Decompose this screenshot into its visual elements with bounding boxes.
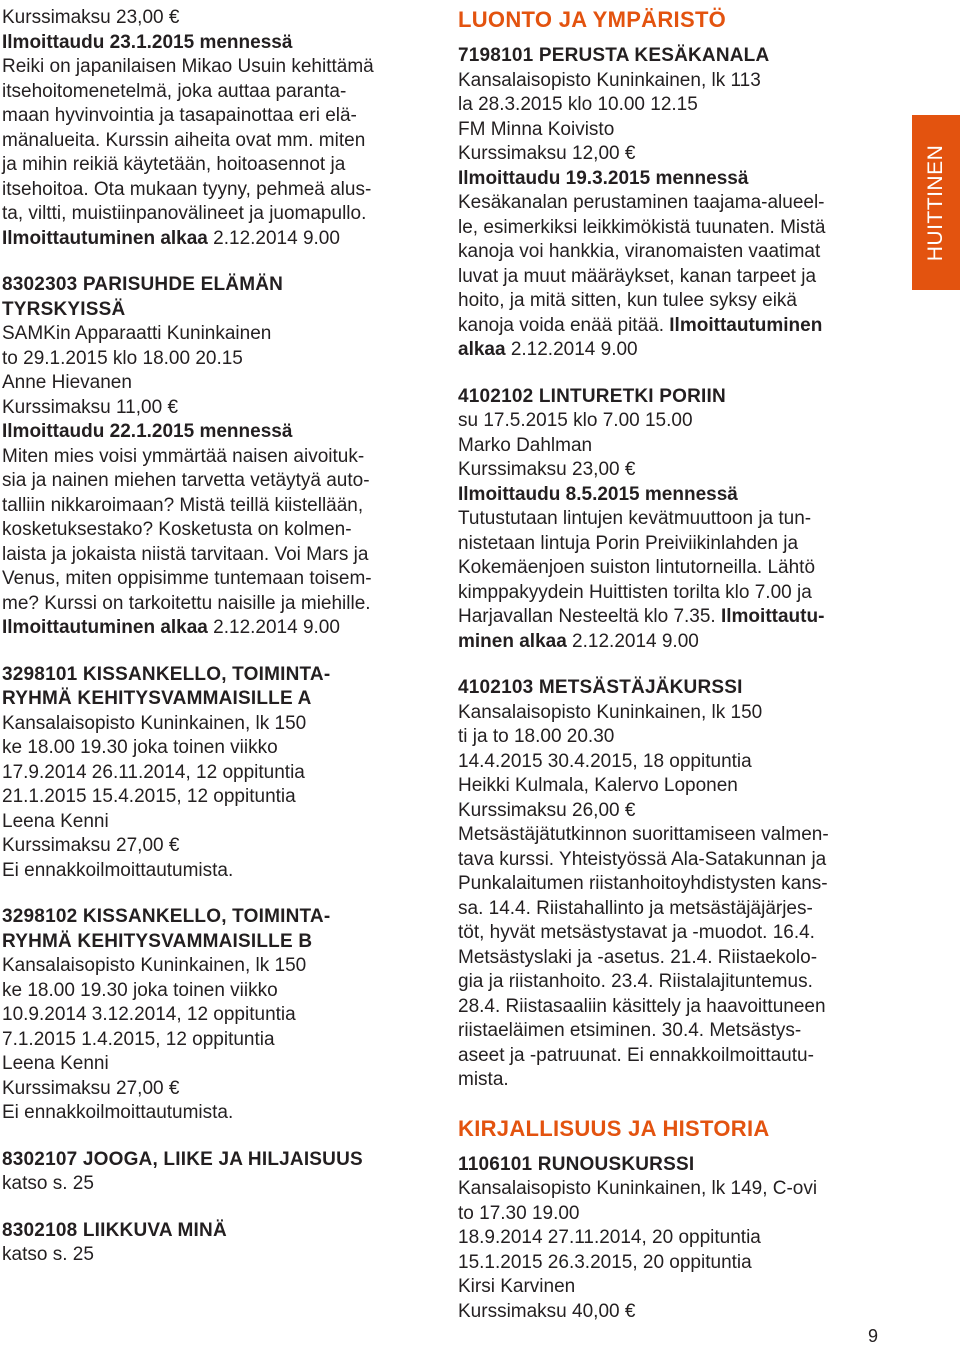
desc-line: luvat ja muut määräykset, kanan tarpeet ja — [458, 265, 817, 287]
desc-line: mista. — [458, 1069, 509, 1090]
desc-line: Tutustutaan lintujen kevätmuuttoon ja tun- — [458, 508, 812, 529]
course-line: Kurssimaksu 40,00 € — [458, 1300, 636, 1322]
desc-line: gia ja riistanhoito. 23.4. Riistalajituntemus. — [458, 971, 813, 992]
course-kissankello-b — [2, 905, 432, 1126]
desc-line: aseet ja -patruunat. Ei ennakkoilmoittautu- — [458, 1044, 814, 1066]
signup-label: Ilmoittautuminen alkaa — [2, 227, 208, 249]
desc-line: sia ja nainen miehen tarvetta vetäytyä auto- — [2, 470, 370, 491]
desc-line: kosketuksestako? Kosketusta on kolmen- — [2, 519, 352, 540]
course-line: Heikki Kulmala, Kalervo Loponen — [458, 775, 738, 796]
course-title: 3298101 KISSANKELLO, TOIMINTA- — [2, 663, 331, 685]
desc-line: Kesäkanalan perustaminen taajama-alueel- — [458, 192, 825, 213]
course-line: Ei ennakkoilmoittautumista. — [2, 859, 234, 881]
course-line: 18.9.2014 27.11.2014, 20 oppituntia — [458, 1227, 761, 1248]
course-line: su 17.5.2015 klo 7.00 15.00 — [458, 410, 693, 431]
course-title: 4102103 METSÄSTÄJÄKURSSI — [458, 677, 743, 698]
desc-line: kanoja voi hankkia, viranomaisten vaatimat — [458, 241, 821, 262]
desc-line: laista ja jokaista niistä tarvitaan. Voi Mars ja — [2, 543, 369, 565]
course-line: Kansalaisopisto Kuninkainen, lk 150 — [2, 955, 307, 976]
desc-line: itsehoitoa. Ota mukaan tyyny, pehmeä alus- — [2, 178, 372, 200]
course-line: ke 18.00 19.30 joka toinen viikko — [2, 979, 278, 1001]
course-line: ti ja to 18.00 20.30 — [458, 726, 615, 747]
course-line: katso s. 25 — [2, 1173, 94, 1194]
reiki-continuation — [2, 6, 432, 251]
course-kissankello-a — [2, 663, 432, 884]
section-heading: KIRJALLISUUS JA HISTORIA — [458, 1115, 770, 1141]
desc-line: töt, hyvät metsästystavat ja -muodot. 16.4. — [458, 922, 815, 943]
course-line: 17.9.2014 26.11.2014, 12 oppituntia — [2, 761, 305, 783]
course-line: Kurssimaksu 23,00 € — [458, 459, 636, 480]
course-title: 7198101 PERUSTA KESÄKANALA — [458, 45, 770, 66]
course-line: Ei ennakkoilmoittautumista. — [2, 1102, 234, 1123]
course-title: 3298102 KISSANKELLO, TOIMINTA- — [2, 906, 331, 927]
desc-line: kimppakyydein Huittisten torilta klo 7.00 ja — [458, 581, 812, 603]
course-line: Kurssimaksu 26,00 € — [458, 799, 636, 821]
course-line: 10.9.2014 3.12.2014, 12 oppituntia — [2, 1004, 296, 1025]
register-deadline: Ilmoittaudu 22.1.2015 mennessä — [2, 421, 293, 442]
desc-line: Reiki on japanilaisen Mikao Usuin kehittämä — [2, 56, 374, 77]
desc-line: talliin nikkaroimaan? Mistä teillä kiistellään, — [2, 494, 364, 516]
left-column — [2, 6, 432, 1290]
side-tab-label: HUITTINEN — [924, 144, 947, 261]
desc-line — [458, 605, 883, 630]
course-runouskurssi — [458, 1153, 883, 1325]
desc-text: kanoja voida enää pitää. — [458, 314, 664, 336]
desc-line: Venus, miten oppisimme tuntemaan toisem- — [2, 568, 372, 589]
course-title: 1106101 RUNOUSKURSSI — [458, 1153, 695, 1175]
course-linturetki — [458, 385, 883, 655]
course-line: FM Minna Koivisto — [458, 118, 615, 140]
course-line: Kirsi Karvinen — [458, 1276, 576, 1297]
desc-line: sa. 14.4. Riistahallinto ja metsästäjäjärjes- — [458, 897, 813, 919]
signup-line — [2, 227, 432, 252]
signup-label: minen alkaa — [458, 630, 567, 652]
desc-line: riistaeläimen etsiminen. 30.4. Metsästys- — [458, 1020, 802, 1041]
signup-label: Ilmoittautuminen alkaa — [2, 617, 208, 638]
register-deadline: Ilmoittaudu 8.5.2015 mennessä — [458, 483, 738, 505]
course-line: katso s. 25 — [2, 1244, 94, 1265]
course-line: Leena Kenni — [2, 1053, 109, 1074]
course-line: la 28.3.2015 klo 10.00 12.15 — [458, 94, 698, 115]
desc-line: me? Kurssi on tarkoitettu naisille ja miehille. — [2, 592, 371, 614]
desc-line: nistetaan lintuja Porin Preiviikinlahden ja — [458, 532, 799, 554]
course-title: 8302107 JOOGA, LIIKE JA HILJAISUUS — [2, 1148, 363, 1170]
desc-line: Punkalaitumen riistanhoitoyhdistysten kans- — [458, 873, 828, 894]
course-title: 4102102 LINTURETKI PORIIN — [458, 385, 726, 407]
desc-line — [458, 314, 883, 339]
desc-line: hoito, ja mitä sitten, kun tulee syksy eikä — [458, 290, 797, 311]
course-line: ke 18.00 19.30 joka toinen viikko — [2, 737, 278, 758]
desc-line: mänalueita. Kurssin aiheita ovat mm. miten — [2, 129, 366, 151]
signup-date: 2.12.2014 9.00 — [207, 617, 340, 638]
course-line: Kansalaisopisto Kuninkainen, lk 150 — [458, 701, 763, 723]
right-column — [458, 6, 883, 1346]
register-deadline: Ilmoittaudu 23.1.2015 mennessä — [2, 31, 293, 53]
course-line: Marko Dahlman — [458, 434, 593, 456]
course-title: 8302303 PARISUHDE ELÄMÄN — [2, 274, 284, 295]
course-line: 15.1.2015 26.3.2015, 20 oppituntia — [458, 1251, 752, 1273]
course-line: SAMKin Apparaatti Kuninkainen — [2, 323, 272, 344]
desc-line: 28.4. Riistasaaliin käsittely ja haavoittuneen — [458, 995, 826, 1017]
course-line: 21.1.2015 15.4.2015, 12 oppituntia — [2, 786, 296, 807]
desc-line: ja mihin reikiä käytetään, hoitoasennot ja — [2, 154, 346, 175]
signup-line — [458, 630, 883, 655]
course-line: 7.1.2015 1.4.2015, 12 oppituntia — [2, 1028, 275, 1050]
signup-line — [458, 338, 883, 363]
signup-date: 2.12.2014 9.00 — [505, 339, 638, 360]
course-line: Kurssimaksu 12,00 € — [458, 143, 636, 164]
register-deadline: Ilmoittaudu 19.3.2015 mennessä — [458, 167, 749, 189]
course-line: Kansalaisopisto Kuninkainen, lk 150 — [2, 712, 307, 734]
course-line: Kansalaisopisto Kuninkainen, lk 113 — [458, 69, 761, 91]
desc-line: ta, viltti, muistiinpanovälineet ja juomapullo. — [2, 203, 367, 224]
desc-line: Metsästyslaki ja -asetus. 21.4. Riistaekolo- — [458, 946, 818, 968]
course-title: RYHMÄ KEHITYSVAMMAISILLE B — [2, 930, 313, 952]
signup-label: Ilmoittautu- — [720, 606, 825, 627]
page-number: 9 — [868, 1326, 879, 1346]
course-line: Leena Kenni — [2, 810, 109, 832]
course-line: Kurssimaksu 27,00 € — [2, 835, 180, 856]
desc-line: maan hyvinvointia ja tasapainottaa eri elä- — [2, 105, 357, 126]
signup-line — [2, 616, 432, 641]
course-line: Kurssimaksu 11,00 € — [2, 396, 179, 418]
signup-date: 2.12.2014 9.00 — [566, 630, 699, 652]
desc-text: Harjavallan Nesteeltä klo 7.35. — [458, 606, 716, 627]
desc-line: itsehoitomenetelmä, joka auttaa paranta- — [2, 80, 347, 102]
signup-label: Ilmoittautuminen — [669, 314, 823, 336]
course-title: RYHMÄ KEHITYSVAMMAISILLE A — [2, 688, 312, 709]
signup-date: 2.12.2014 9.00 — [207, 227, 340, 249]
desc-line: Metsästäjätutkinnon suorittamiseen valmen- — [458, 824, 829, 845]
side-tab — [912, 115, 960, 290]
course-parisuhde — [2, 273, 432, 641]
desc-line: Miten mies voisi ymmärtää naisen aivoituk- — [2, 445, 365, 467]
course-line: to 17.30 19.00 — [458, 1202, 580, 1224]
course-line: 14.4.2015 30.4.2015, 18 oppituntia — [458, 750, 752, 772]
course-metsastajakurssi — [458, 676, 883, 1093]
desc-line: tava kurssi. Yhteistyössä Ala-Satakunnan ja — [458, 848, 827, 870]
desc-line: Kokemäenjoen suiston lintutorneilla. Lähtö — [458, 557, 816, 578]
desc-line: le, esimerkiksi leikkimökistä tuunaten. Mistä — [458, 216, 826, 238]
signup-label: alkaa — [458, 339, 506, 360]
course-line: Kurssimaksu 27,00 € — [2, 1077, 180, 1099]
section-heading: LUONTO JA YMPÄRISTÖ — [458, 7, 727, 32]
fee: Kurssimaksu 23,00 € — [2, 7, 180, 28]
course-line: Kansalaisopisto Kuninkainen, lk 149, C-ovi — [458, 1178, 818, 1199]
course-line: Anne Hievanen — [2, 372, 132, 393]
course-kesakanala — [458, 44, 883, 363]
course-title: TYRSKYISSÄ — [2, 298, 126, 320]
course-line: to 29.1.2015 klo 18.00 20.15 — [2, 347, 243, 369]
course-jooga — [2, 1148, 432, 1197]
course-title: 8302108 LIIKKUVA MINÄ — [2, 1219, 227, 1241]
course-liikkuva — [2, 1219, 432, 1268]
